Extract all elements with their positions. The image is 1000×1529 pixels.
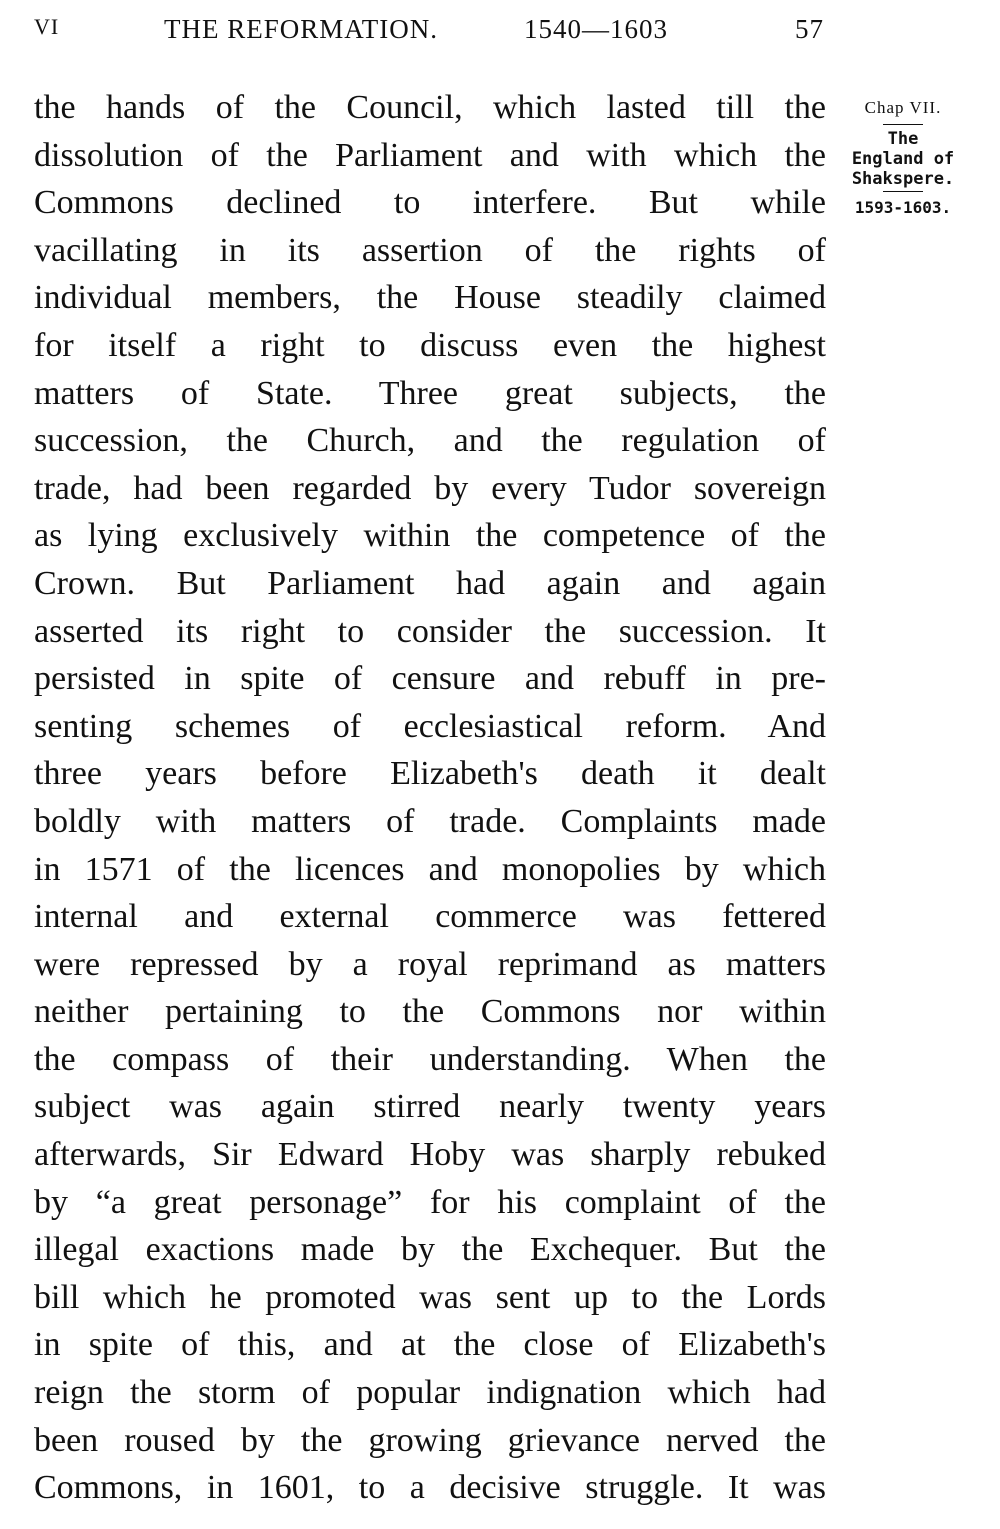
text-line: vacillating in its assertion of the rights of bbox=[34, 231, 826, 269]
text-line: the hands of the Council, which lasted till the bbox=[34, 89, 826, 126]
running-header bbox=[34, 14, 824, 54]
text-line: afterwards, Sir Edward Hoby was sharply rebuked bbox=[34, 1136, 826, 1174]
header-years: 1540—1603 bbox=[524, 14, 668, 44]
text-line: neither pertaining to the Commons nor within bbox=[34, 993, 826, 1031]
text-line: been roused by the growing grievance nerved the bbox=[34, 1421, 826, 1459]
sidenote-rule bbox=[883, 124, 923, 125]
text-line: in 1571 of the licences and monopolies by which bbox=[34, 850, 826, 888]
text-line: subject was again stirred nearly twenty years bbox=[34, 1088, 826, 1126]
text-line: internal and external commerce was fettered bbox=[34, 898, 826, 936]
text-line: the compass of their understanding. When the bbox=[34, 1040, 826, 1078]
sidenote-rule bbox=[883, 191, 923, 192]
header-chapter-numeral: VI bbox=[34, 14, 60, 39]
text-line: bill which he promoted was sent up to the Lords bbox=[34, 1278, 826, 1316]
sidenote-topic-line: England of bbox=[851, 149, 955, 169]
margin-sidenote bbox=[838, 94, 968, 220]
text-line: matters of State. Three great subjects, the bbox=[34, 374, 826, 412]
text-line: individual members, the House steadily claimed bbox=[34, 279, 826, 317]
text-line: as lying exclusively within the competence of the bbox=[34, 517, 826, 555]
page-number: 57 bbox=[795, 14, 824, 44]
text-line: in spite of this, and at the close of Elizabeth's bbox=[34, 1326, 826, 1364]
text-line: three years before Elizabeth's death it dealt bbox=[34, 755, 826, 793]
text-line: reign the storm of popular indignation which had bbox=[34, 1374, 826, 1412]
text-line: Commons declined to interfere. But while bbox=[34, 184, 826, 222]
text-line: trade, had been regarded by every Tudor sovereign bbox=[34, 469, 826, 507]
text-line: illegal exactions made by the Exchequer. But the bbox=[34, 1231, 826, 1269]
text-line: asserted its right to consider the succession. It bbox=[34, 612, 826, 650]
text-line: for itself a right to discuss even the highest bbox=[34, 326, 826, 364]
text-line: senting schemes of ecclesiastical reform. And bbox=[34, 707, 826, 745]
text-line: Crown. But Parliament had again and again bbox=[34, 564, 826, 602]
sidenote-chapter: Chap VII. bbox=[864, 98, 942, 117]
text-line: Commons, in 1601, to a decisive struggle. It was bbox=[34, 1469, 826, 1507]
text-line: by “a great personage” for his complaint of the bbox=[34, 1183, 826, 1221]
sidenote-topic-line: Shakspere. bbox=[851, 169, 955, 189]
text-line: were repressed by a royal reprimand as matters bbox=[34, 945, 826, 983]
header-title: THE REFORMATION. bbox=[164, 14, 439, 44]
text-line: persisted in spite of censure and rebuff in pre- bbox=[34, 660, 826, 698]
text-line: dissolution of the Parliament and with which the bbox=[34, 136, 826, 174]
body-text bbox=[34, 84, 826, 1512]
text-line: succession, the Church, and the regulation of bbox=[34, 422, 826, 460]
sidenote-years: 1593-1603. bbox=[854, 198, 952, 217]
text-line: boldly with matters of trade. Complaints made bbox=[34, 802, 826, 840]
sidenote-topic-line: The bbox=[887, 129, 919, 149]
